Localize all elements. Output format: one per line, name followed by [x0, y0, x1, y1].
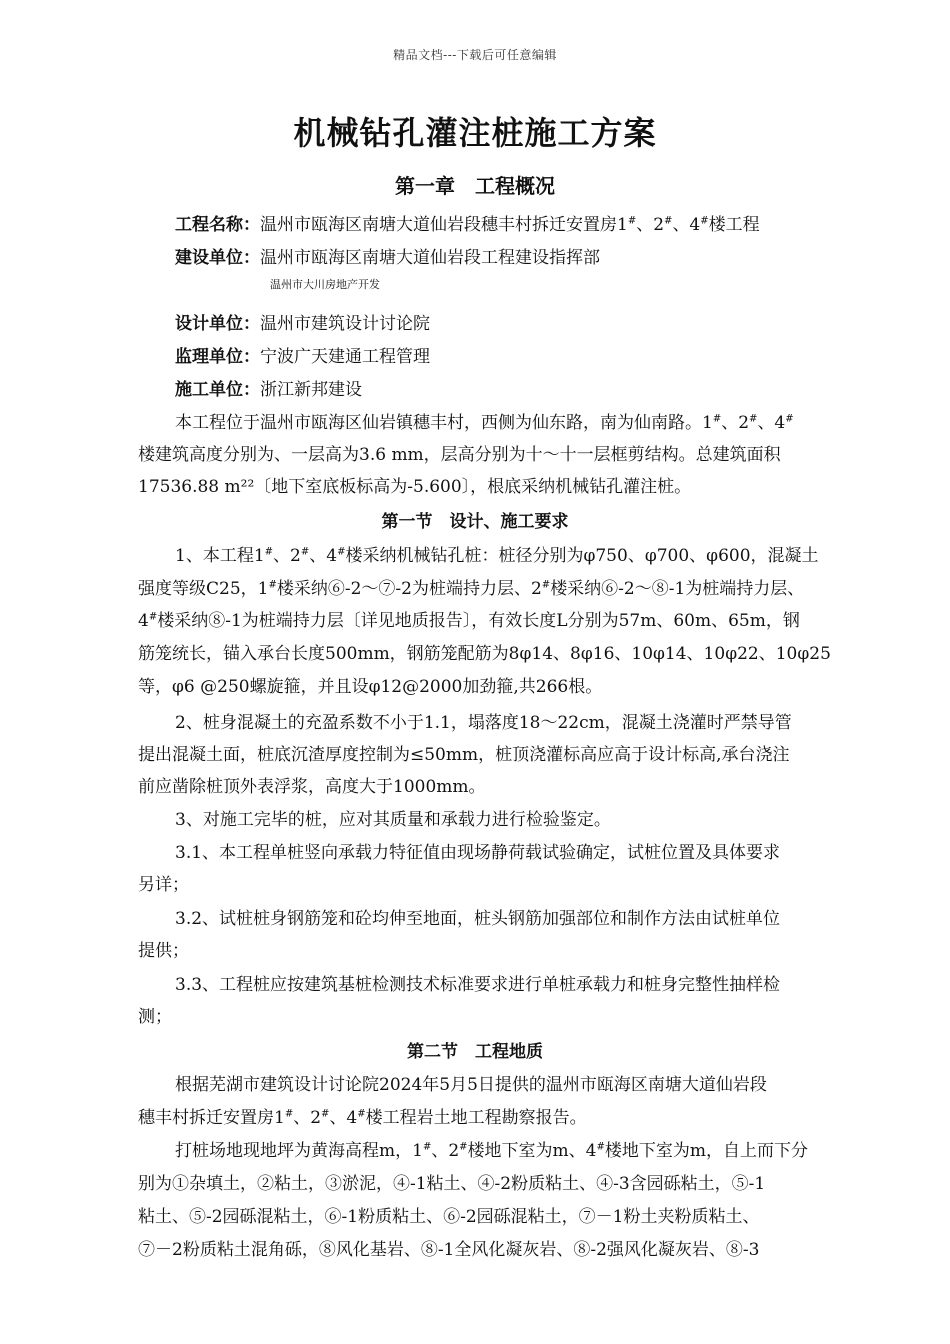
paragraph-line: 前应凿除桩顶外表浮浆，高度大于1000mm。 — [138, 777, 486, 797]
paragraph-line: 另详； — [138, 875, 189, 895]
paragraph-line: 强度等级C25，1#楼采纳⑥-2～⑦-2为桩端持力层、2#楼采纳⑥-2～⑧-1为桩端持力层、 — [138, 579, 805, 599]
info-value: 温州市瓯海区南塘大道仙岩段工程建设指挥部 — [260, 248, 600, 268]
header-note: 精品文档---下载后可任意编辑 — [393, 48, 557, 62]
info-label: 工程名称： — [175, 215, 260, 235]
intro-line: 楼建筑高度分别为、一层高为3.6 mm，层高分别为十～十一层框剪结构。总建筑面积 — [138, 445, 781, 465]
info-label: 施工单位： — [175, 380, 260, 400]
paragraph-line: 测； — [138, 1007, 172, 1027]
paragraph-line: 等，φ6 @250螺旋箍，并且设φ12@2000加劲箍,共266根。 — [138, 677, 603, 697]
section-title: 第二节 工程地质 — [407, 1042, 543, 1062]
paragraph-line: 3.2、试桩桩身钢筋笼和砼均伸至地面，桩头钢筋加强部位和制作方法由试桩单位 — [175, 909, 781, 929]
info-label: 监理单位： — [175, 347, 260, 367]
paragraph-line: 筋笼统长，锚入承台长度500mm，钢筋笼配筋为8φ14、8φ16、10φ14、10φ22、10φ25 — [138, 644, 831, 664]
info-project — [175, 210, 891, 235]
paragraph-line: 3.1、本工程单桩竖向承载力特征值由现场静荷载试验确定，试桩位置及具体要求 — [175, 843, 781, 863]
paragraph-line: 别为①杂填土，②粘土，③淤泥，④-1粘土、④-2粉质粘土、④-3含园砾粘土，⑤-1 — [138, 1174, 766, 1194]
document-title: 机械钻孔灌注桩施工方案 — [293, 114, 657, 152]
info-value: 宁波广天建通工程管理 — [260, 347, 430, 367]
paragraph-line: 3、对施工完毕的桩，应对其质量和承载力进行检验鉴定。 — [175, 810, 611, 830]
paragraph-line: ⑦－2粉质粘土混角砾，⑧风化基岩、⑧-1全风化凝灰岩、⑧-2强风化凝灰岩、⑧-3 — [138, 1240, 760, 1260]
info-owner-2: 温州市大川房地产开发 — [270, 278, 380, 291]
info-design — [175, 309, 891, 334]
paragraph-line: 根据芜湖市建筑设计讨论院2024年5月5日提供的温州市瓯海区南塘大道仙岩段 — [175, 1075, 767, 1095]
paragraph-line: 4#楼采纳⑧-1为桩端持力层〔详见地质报告〕，有效长度L分别为57m、60m、65m，钢 — [138, 611, 800, 631]
info-value: 浙江新邦建设 — [260, 380, 362, 400]
paragraph-line: 粘土、⑤-2园砾混粘土，⑥-1粉质粘土、⑥-2园砾混粘土，⑦－1粉土夹粉质粘土、 — [138, 1207, 760, 1227]
info-value: 温州市建筑设计讨论院 — [260, 314, 430, 334]
intro-line: 17536.88 m²²〔地下室底板标高为-5.600〕，根底采纳机械钻孔灌注桩。 — [138, 477, 692, 497]
paragraph-line: 2、桩身混凝土的充盈系数不小于1.1，塌落度18～22cm，混凝土浇灌时严禁导管 — [175, 713, 792, 733]
paragraph-line: 3.3、工程桩应按建筑基桩检测技术标准要求进行单桩承载力和桩身完整性抽样检 — [175, 975, 781, 995]
paragraph-line: 提供； — [138, 941, 189, 961]
paragraph-line: 1、本工程1#、2#、4#楼采纳机械钻孔桩：桩径分别为φ750、φ700、φ600，混凝土 — [175, 546, 819, 566]
info-label: 设计单位： — [175, 314, 260, 334]
section-title: 第一节 设计、施工要求 — [381, 512, 569, 532]
paragraph-line: 打桩场地现地坪为黄海高程m，1#、2#楼地下室为m、4#楼地下室为m，自上而下分 — [175, 1141, 808, 1161]
intro-line: 本工程位于温州市瓯海区仙岩镇穗丰村，西侧为仙东路，南为仙南路。1#、2#、4# — [175, 413, 794, 433]
info-owner — [175, 243, 891, 268]
info-label: 建设单位： — [175, 248, 260, 268]
info-supervision — [175, 342, 891, 367]
info-construction — [175, 375, 891, 400]
paragraph-line: 穗丰村拆迁安置房1#、2#、4#楼工程岩土地工程勘察报告。 — [138, 1108, 587, 1128]
info-value: 温州市瓯海区南塘大道仙岩段穗丰村拆迁安置房1#、2#、4#楼工程 — [260, 215, 760, 235]
chapter-title: 第一章 工程概况 — [395, 174, 555, 198]
paragraph-line: 提出混凝土面，桩底沉渣厚度控制为≤50mm，桩顶浇灌标高应高于设计标高,承台浇注 — [138, 745, 790, 765]
